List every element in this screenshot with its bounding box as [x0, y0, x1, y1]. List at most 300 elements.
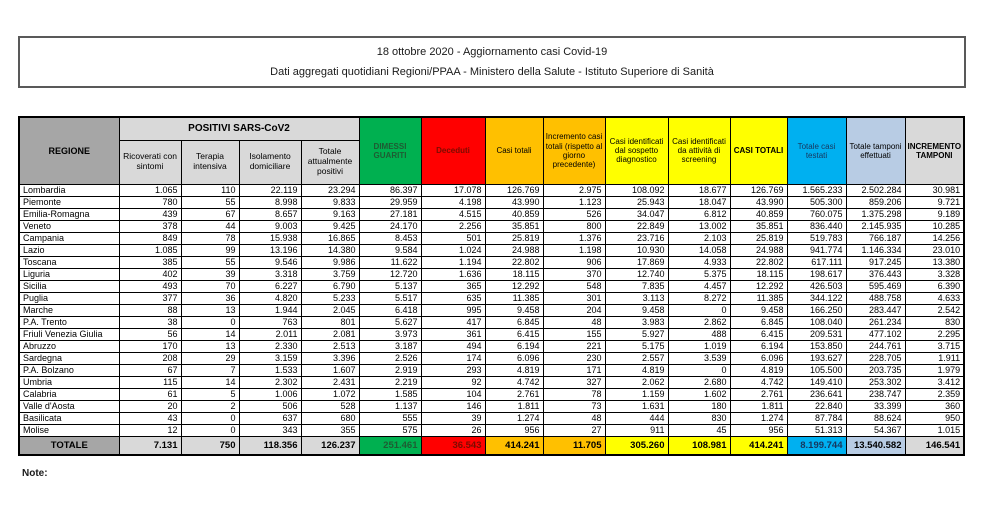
value-cell: 488.758	[846, 292, 905, 304]
totals-value: 251.461	[359, 436, 421, 455]
value-cell: 209.531	[787, 328, 846, 340]
value-cell: 1.631	[605, 400, 668, 412]
value-cell: 343	[239, 424, 301, 436]
value-cell: 67	[181, 208, 239, 220]
value-cell: 4.819	[605, 364, 668, 376]
value-cell: 34.047	[605, 208, 668, 220]
value-cell: 155	[543, 328, 605, 340]
value-cell: 5.627	[359, 316, 421, 328]
value-cell: 13	[181, 304, 239, 316]
value-cell: 45	[668, 424, 730, 436]
value-cell: 6.845	[485, 316, 543, 328]
value-cell: 444	[605, 412, 668, 424]
value-cell: 6.194	[730, 340, 787, 352]
value-cell: 1.376	[543, 232, 605, 244]
region-cell: P.A. Trento	[19, 316, 119, 328]
value-cell: 236.641	[787, 388, 846, 400]
col-header-tamponi-effettuati: Totale tamponi effettuati	[846, 117, 905, 184]
value-cell: 3.328	[905, 268, 964, 280]
value-cell: 8.998	[239, 196, 301, 208]
table-row	[19, 352, 964, 364]
table-row	[19, 388, 964, 400]
value-cell: 20	[119, 400, 181, 412]
region-cell: Umbria	[19, 376, 119, 388]
value-cell: 2.045	[301, 304, 359, 316]
value-cell: 8.272	[668, 292, 730, 304]
value-cell: 1.137	[359, 400, 421, 412]
value-cell: 1.085	[119, 244, 181, 256]
value-cell: 24.988	[730, 244, 787, 256]
value-cell: 14.380	[301, 244, 359, 256]
value-cell: 6.194	[485, 340, 543, 352]
value-cell: 488	[668, 328, 730, 340]
table-row	[19, 364, 964, 376]
value-cell: 193.627	[787, 352, 846, 364]
value-cell: 2.919	[359, 364, 421, 376]
table-row	[19, 280, 964, 292]
col-header-screening: Casi identificati da attività di screening	[668, 117, 730, 184]
value-cell: 12.740	[605, 268, 668, 280]
region-cell: Molise	[19, 424, 119, 436]
value-cell: 261.234	[846, 316, 905, 328]
value-cell: 153.850	[787, 340, 846, 352]
value-cell: 126.769	[730, 184, 787, 196]
value-cell: 1.006	[239, 388, 301, 400]
value-cell: 126.769	[485, 184, 543, 196]
value-cell: 2.359	[905, 388, 964, 400]
value-cell: 12	[119, 424, 181, 436]
value-cell: 221	[543, 340, 605, 352]
value-cell: 365	[421, 280, 485, 292]
table-row	[19, 196, 964, 208]
value-cell: 174	[421, 352, 485, 364]
value-cell: 86.397	[359, 184, 421, 196]
value-cell: 1.274	[730, 412, 787, 424]
value-cell: 36	[181, 292, 239, 304]
value-cell: 9.189	[905, 208, 964, 220]
value-cell: 4.633	[905, 292, 964, 304]
value-cell: 1.811	[485, 400, 543, 412]
col-header-casi-totali: Casi totali	[485, 117, 543, 184]
value-cell: 67	[119, 364, 181, 376]
value-cell: 505.300	[787, 196, 846, 208]
region-cell: Piemonte	[19, 196, 119, 208]
value-cell: 1.015	[905, 424, 964, 436]
value-cell: 5.175	[605, 340, 668, 352]
value-cell: 9.003	[239, 220, 301, 232]
value-cell: 911	[605, 424, 668, 436]
value-cell: 1.979	[905, 364, 964, 376]
value-cell: 149.410	[787, 376, 846, 388]
table-row	[19, 316, 964, 328]
value-cell: 25.943	[605, 196, 668, 208]
value-cell: 4.457	[668, 280, 730, 292]
value-cell: 2.862	[668, 316, 730, 328]
value-cell: 33.399	[846, 400, 905, 412]
value-cell: 2.302	[239, 376, 301, 388]
value-cell: 166.250	[787, 304, 846, 316]
report-subtitle: Dati aggregati quotidiani Regioni/PPAA - Ministero della Salute - Istituto Superiore di Sanità	[270, 66, 714, 78]
col-header-isolamento: Isolamento domiciliare	[239, 140, 301, 184]
value-cell: 17.869	[605, 256, 668, 268]
value-cell: 4.819	[730, 364, 787, 376]
value-cell: 6.390	[905, 280, 964, 292]
value-cell: 1.072	[301, 388, 359, 400]
value-cell: 617.111	[787, 256, 846, 268]
value-cell: 26	[421, 424, 485, 436]
value-cell: 555	[359, 412, 421, 424]
value-cell: 506	[239, 400, 301, 412]
value-cell: 859.206	[846, 196, 905, 208]
value-cell: 204	[543, 304, 605, 316]
value-cell: 493	[119, 280, 181, 292]
table-row	[19, 220, 964, 232]
value-cell: 48	[543, 316, 605, 328]
value-cell: 230	[543, 352, 605, 364]
value-cell: 6.845	[730, 316, 787, 328]
value-cell: 23.294	[301, 184, 359, 196]
value-cell: 198.617	[787, 268, 846, 280]
table-row	[19, 412, 964, 424]
value-cell: 6.790	[301, 280, 359, 292]
value-cell: 2.062	[605, 376, 668, 388]
totals-label: TOTALE	[19, 436, 119, 455]
value-cell: 51.313	[787, 424, 846, 436]
value-cell: 9.721	[905, 196, 964, 208]
value-cell: 13.196	[239, 244, 301, 256]
table-row	[19, 340, 964, 352]
totals-value: 108.981	[668, 436, 730, 455]
value-cell: 13.380	[905, 256, 964, 268]
value-cell: 7.835	[605, 280, 668, 292]
value-cell: 43.990	[730, 196, 787, 208]
value-cell: 78	[181, 232, 239, 244]
value-cell: 417	[421, 316, 485, 328]
value-cell: 25.819	[730, 232, 787, 244]
totals-value: 13.540.582	[846, 436, 905, 455]
value-cell: 3.412	[905, 376, 964, 388]
col-header-ricoverati: Ricoverati con sintomi	[119, 140, 181, 184]
value-cell: 38	[119, 316, 181, 328]
value-cell: 27.181	[359, 208, 421, 220]
totals-row	[19, 436, 964, 455]
value-cell: 43.990	[485, 196, 543, 208]
value-cell: 2.557	[605, 352, 668, 364]
col-header-casi-totali-2: CASI TOTALI	[730, 117, 787, 184]
value-cell: 35.851	[485, 220, 543, 232]
col-header-deceduti: Deceduti	[421, 117, 485, 184]
value-cell: 0	[668, 364, 730, 376]
covid-data-table	[18, 116, 965, 456]
table-row	[19, 232, 964, 244]
region-cell: Lombardia	[19, 184, 119, 196]
value-cell: 377	[119, 292, 181, 304]
value-cell: 5	[181, 388, 239, 400]
table-row	[19, 184, 964, 196]
region-cell: Campania	[19, 232, 119, 244]
value-cell: 9.458	[605, 304, 668, 316]
value-cell: 3.159	[239, 352, 301, 364]
region-cell: Valle d'Aosta	[19, 400, 119, 412]
value-cell: 370	[543, 268, 605, 280]
value-cell: 2.145.935	[846, 220, 905, 232]
value-cell: 170	[119, 340, 181, 352]
value-cell: 10.930	[605, 244, 668, 256]
totals-value: 750	[181, 436, 239, 455]
value-cell: 637	[239, 412, 301, 424]
value-cell: 950	[905, 412, 964, 424]
value-cell: 18.115	[485, 268, 543, 280]
value-cell: 12.720	[359, 268, 421, 280]
value-cell: 293	[421, 364, 485, 376]
value-cell: 88	[119, 304, 181, 316]
value-cell: 355	[301, 424, 359, 436]
value-cell: 301	[543, 292, 605, 304]
value-cell: 4.820	[239, 292, 301, 304]
value-cell: 361	[421, 328, 485, 340]
value-cell: 0	[668, 304, 730, 316]
value-cell: 2.219	[359, 376, 421, 388]
value-cell: 6.096	[730, 352, 787, 364]
value-cell: 4.742	[730, 376, 787, 388]
value-cell: 575	[359, 424, 421, 436]
value-cell: 548	[543, 280, 605, 292]
region-cell: Toscana	[19, 256, 119, 268]
value-cell: 88.624	[846, 412, 905, 424]
region-cell: Veneto	[19, 220, 119, 232]
value-cell: 6.096	[485, 352, 543, 364]
value-cell: 108.040	[787, 316, 846, 328]
value-cell: 3.715	[905, 340, 964, 352]
value-cell: 376.443	[846, 268, 905, 280]
value-cell: 11.385	[730, 292, 787, 304]
value-cell: 23.716	[605, 232, 668, 244]
table-row	[19, 268, 964, 280]
value-cell: 22.849	[605, 220, 668, 232]
value-cell: 941.774	[787, 244, 846, 256]
value-cell: 15.938	[239, 232, 301, 244]
value-cell: 7	[181, 364, 239, 376]
region-cell: Basilicata	[19, 412, 119, 424]
value-cell: 1.159	[605, 388, 668, 400]
value-cell: 1.585	[359, 388, 421, 400]
value-cell: 5.233	[301, 292, 359, 304]
value-cell: 385	[119, 256, 181, 268]
value-cell: 2.502.284	[846, 184, 905, 196]
col-header-attualmente-positivi: Totale attualmente positivi	[301, 140, 359, 184]
value-cell: 6.415	[730, 328, 787, 340]
value-cell: 3.187	[359, 340, 421, 352]
value-cell: 13	[181, 340, 239, 352]
value-cell: 635	[421, 292, 485, 304]
value-cell: 426.503	[787, 280, 846, 292]
value-cell: 2.513	[301, 340, 359, 352]
value-cell: 11.622	[359, 256, 421, 268]
value-cell: 595.469	[846, 280, 905, 292]
table-row	[19, 304, 964, 316]
region-cell: P.A. Bolzano	[19, 364, 119, 376]
region-cell: Calabria	[19, 388, 119, 400]
value-cell: 6.812	[668, 208, 730, 220]
value-cell: 956	[730, 424, 787, 436]
value-cell: 3.759	[301, 268, 359, 280]
value-cell: 29.959	[359, 196, 421, 208]
report-title: 18 ottobre 2020 - Aggiornamento casi Covid-19	[376, 46, 608, 58]
value-cell: 3.983	[605, 316, 668, 328]
value-cell: 9.584	[359, 244, 421, 256]
value-cell: 39	[181, 268, 239, 280]
value-cell: 244.761	[846, 340, 905, 352]
table-header	[19, 117, 964, 184]
value-cell: 2.975	[543, 184, 605, 196]
value-cell: 18.677	[668, 184, 730, 196]
value-cell: 40.859	[730, 208, 787, 220]
col-header-incremento-casi: Incremento casi totali (rispetto al giorno precedente)	[543, 117, 605, 184]
value-cell: 1.123	[543, 196, 605, 208]
region-cell: Puglia	[19, 292, 119, 304]
value-cell: 402	[119, 268, 181, 280]
value-cell: 9.458	[485, 304, 543, 316]
value-cell: 2.256	[421, 220, 485, 232]
value-cell: 1.146.334	[846, 244, 905, 256]
totals-value: 414.241	[485, 436, 543, 455]
value-cell: 29	[181, 352, 239, 364]
value-cell: 22.802	[485, 256, 543, 268]
value-cell: 104	[421, 388, 485, 400]
value-cell: 477.102	[846, 328, 905, 340]
table-row	[19, 256, 964, 268]
value-cell: 56	[119, 328, 181, 340]
value-cell: 830	[668, 412, 730, 424]
value-cell: 9.833	[301, 196, 359, 208]
value-cell: 238.747	[846, 388, 905, 400]
value-cell: 519.783	[787, 232, 846, 244]
value-cell: 180	[668, 400, 730, 412]
value-cell: 22.840	[787, 400, 846, 412]
title-box	[18, 36, 966, 88]
value-cell: 849	[119, 232, 181, 244]
value-cell: 22.802	[730, 256, 787, 268]
value-cell: 48	[543, 412, 605, 424]
value-cell: 55	[181, 196, 239, 208]
value-cell: 1.375.298	[846, 208, 905, 220]
value-cell: 766.187	[846, 232, 905, 244]
value-cell: 11.385	[485, 292, 543, 304]
col-header-casi-testati: Totale casi testati	[787, 117, 846, 184]
region-cell: Sicilia	[19, 280, 119, 292]
value-cell: 8.453	[359, 232, 421, 244]
value-cell: 10.285	[905, 220, 964, 232]
col-header-sospetto-diagnostico: Casi identificati dal sospetto diagnostico	[605, 117, 668, 184]
value-cell: 208	[119, 352, 181, 364]
value-cell: 24.988	[485, 244, 543, 256]
table-row	[19, 244, 964, 256]
totals-value: 118.356	[239, 436, 301, 455]
value-cell: 4.742	[485, 376, 543, 388]
value-cell: 203.735	[846, 364, 905, 376]
value-cell: 18.047	[668, 196, 730, 208]
value-cell: 1.636	[421, 268, 485, 280]
value-cell: 917.245	[846, 256, 905, 268]
value-cell: 906	[543, 256, 605, 268]
group-header-positivi: POSITIVI SARS-CoV2	[119, 117, 359, 140]
value-cell: 4.515	[421, 208, 485, 220]
value-cell: 3.318	[239, 268, 301, 280]
value-cell: 110	[181, 184, 239, 196]
value-cell: 2.526	[359, 352, 421, 364]
value-cell: 9.425	[301, 220, 359, 232]
region-cell: Abruzzo	[19, 340, 119, 352]
value-cell: 253.302	[846, 376, 905, 388]
value-cell: 43	[119, 412, 181, 424]
value-cell: 22.119	[239, 184, 301, 196]
value-cell: 2.295	[905, 328, 964, 340]
value-cell: 780	[119, 196, 181, 208]
table-row	[19, 328, 964, 340]
totals-value: 7.131	[119, 436, 181, 455]
value-cell: 105.500	[787, 364, 846, 376]
value-cell: 439	[119, 208, 181, 220]
region-cell: Marche	[19, 304, 119, 316]
value-cell: 1.065	[119, 184, 181, 196]
value-cell: 501	[421, 232, 485, 244]
value-cell: 1.533	[239, 364, 301, 376]
value-cell: 1.911	[905, 352, 964, 364]
value-cell: 1.198	[543, 244, 605, 256]
value-cell: 2.680	[668, 376, 730, 388]
value-cell: 1.194	[421, 256, 485, 268]
value-cell: 1.811	[730, 400, 787, 412]
value-cell: 2	[181, 400, 239, 412]
value-cell: 5.517	[359, 292, 421, 304]
totals-value: 414.241	[730, 436, 787, 455]
value-cell: 14.256	[905, 232, 964, 244]
value-cell: 1.602	[668, 388, 730, 400]
value-cell: 360	[905, 400, 964, 412]
value-cell: 1.024	[421, 244, 485, 256]
value-cell: 25.819	[485, 232, 543, 244]
value-cell: 1.274	[485, 412, 543, 424]
totals-value: 11.705	[543, 436, 605, 455]
value-cell: 2.011	[239, 328, 301, 340]
value-cell: 344.122	[787, 292, 846, 304]
value-cell: 283.447	[846, 304, 905, 316]
value-cell: 3.539	[668, 352, 730, 364]
value-cell: 54.367	[846, 424, 905, 436]
table-row	[19, 424, 964, 436]
value-cell: 2.761	[485, 388, 543, 400]
value-cell: 14	[181, 376, 239, 388]
value-cell: 17.078	[421, 184, 485, 196]
value-cell: 9.546	[239, 256, 301, 268]
value-cell: 3.113	[605, 292, 668, 304]
region-cell: Liguria	[19, 268, 119, 280]
col-header-dimessi-guariti: DIMESSI GUARITI	[359, 117, 421, 184]
value-cell: 0	[181, 316, 239, 328]
value-cell: 830	[905, 316, 964, 328]
value-cell: 2.103	[668, 232, 730, 244]
table-row	[19, 208, 964, 220]
value-cell: 12.292	[485, 280, 543, 292]
value-cell: 2.431	[301, 376, 359, 388]
value-cell: 5.137	[359, 280, 421, 292]
value-cell: 4.819	[485, 364, 543, 376]
value-cell: 3.396	[301, 352, 359, 364]
value-cell: 44	[181, 220, 239, 232]
value-cell: 4.198	[421, 196, 485, 208]
totals-value: 126.237	[301, 436, 359, 455]
value-cell: 801	[301, 316, 359, 328]
